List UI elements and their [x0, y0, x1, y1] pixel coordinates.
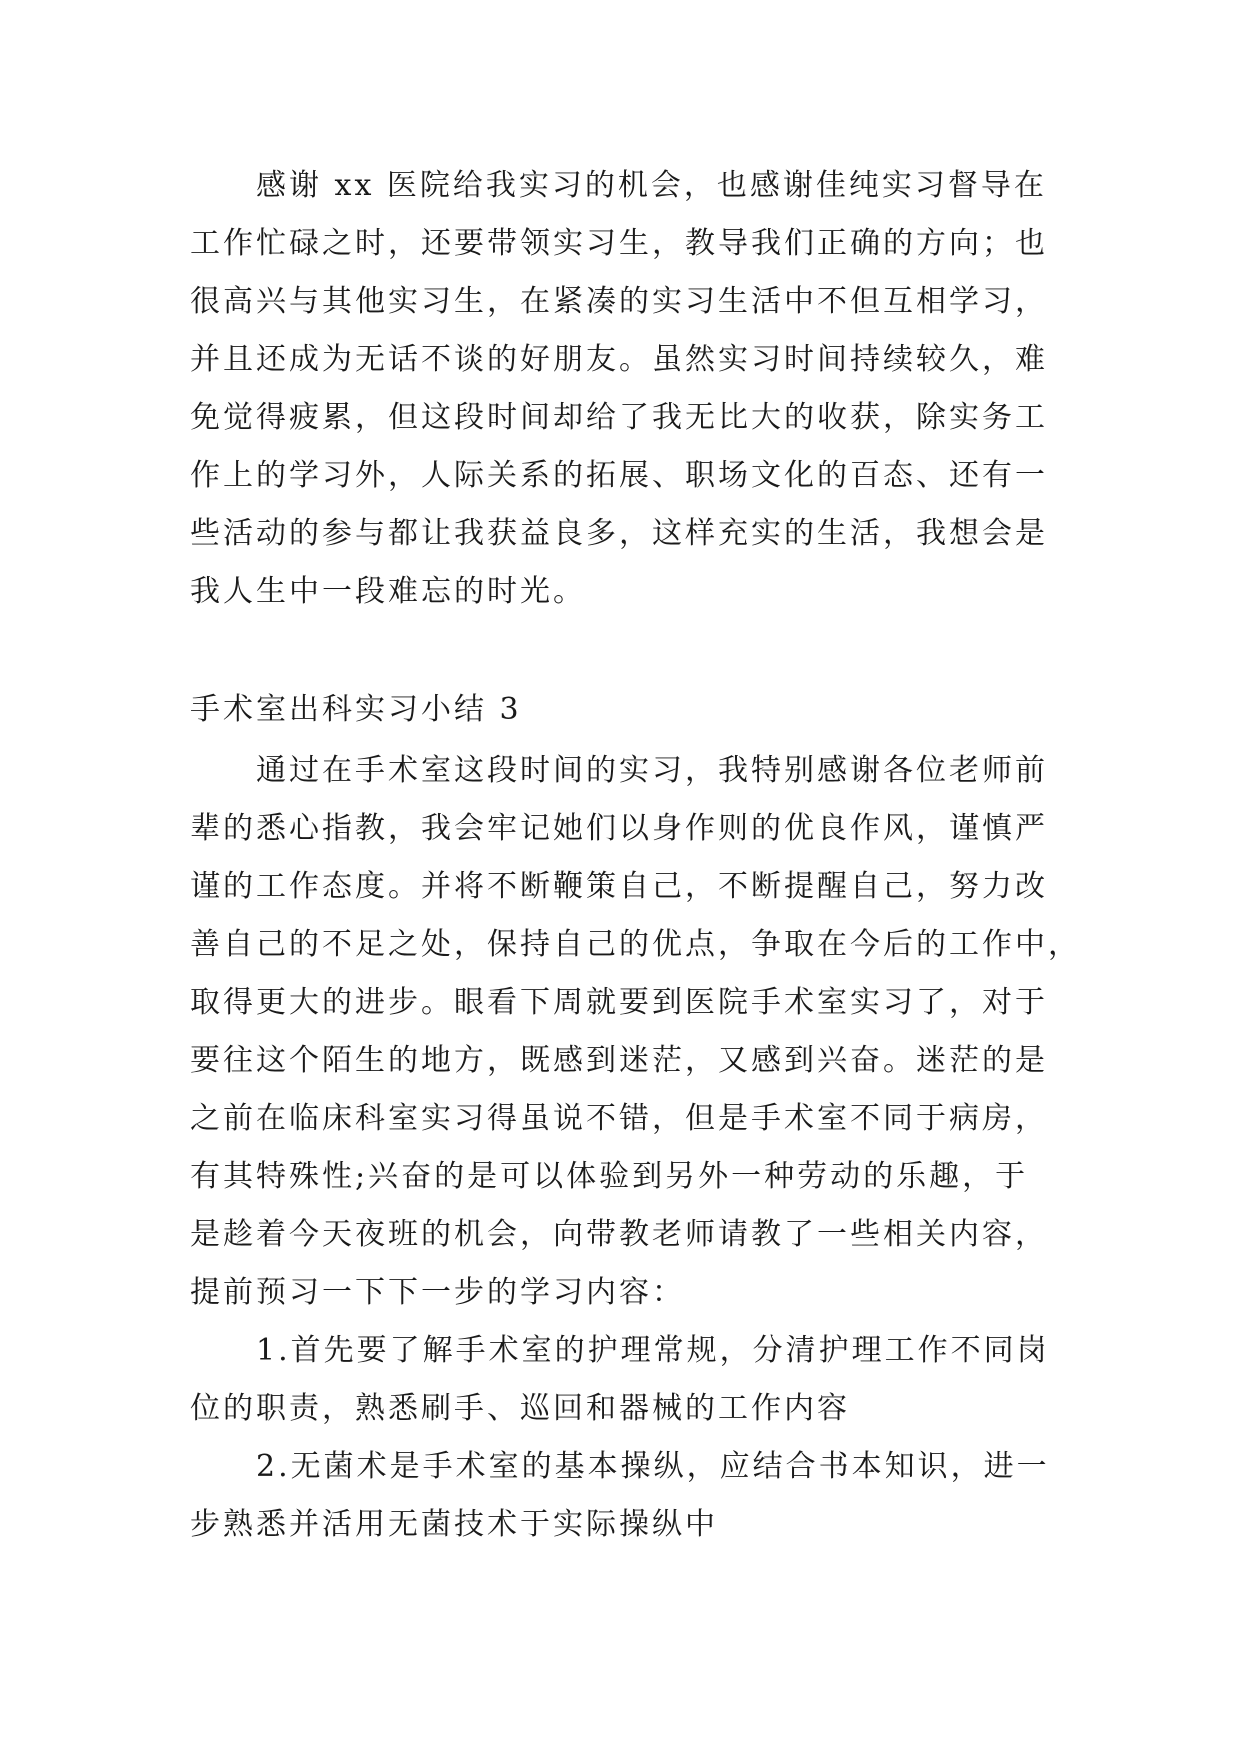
list-item-2-line-1: 2.无菌术是手术室的基本操纵，应结合书本知识，进一 — [256, 1449, 1050, 1484]
paragraph-2-line-6: 要往这个陌生的地方，既感到迷茫，又感到兴奋。迷茫的是 — [190, 1043, 1048, 1078]
paragraph-1-line-4: 并且还成为无话不谈的好朋友。虽然实习时间持续较久，难 — [190, 342, 1048, 377]
list-item-2-line-2: 步熟悉并活用无菌技术于实际操纵中 — [190, 1507, 718, 1542]
list-item-1-line-1: 1.首先要了解手术室的护理常规，分清护理工作不同岗 — [256, 1333, 1050, 1368]
paragraph-2-line-9: 是趁着今天夜班的机会，向带教老师请教了一些相关内容， — [190, 1217, 1048, 1252]
paragraph-1-line-1: 感谢 xx 医院给我实习的机会，也感谢佳纯实习督导在 — [256, 168, 1047, 203]
paragraph-1-line-8: 我人生中一段难忘的时光。 — [190, 574, 586, 609]
paragraph-2-line-3: 谨的工作态度。并将不断鞭策自己，不断提醒自己，努力改 — [190, 869, 1048, 904]
paragraph-1-line-5: 免觉得疲累，但这段时间却给了我无比大的收获，除实务工 — [190, 400, 1048, 435]
paragraph-2-line-1: 通过在手术室这段时间的实习，我特别感谢各位老师前 — [256, 753, 1048, 788]
paragraph-2-line-8: 有其特殊性;兴奋的是可以体验到另外一种劳动的乐趣，于 — [190, 1159, 1029, 1194]
paragraph-2-line-7: 之前在临床科室实习得虽说不错，但是手术室不同于病房， — [190, 1101, 1048, 1136]
paragraph-1-line-3: 很高兴与其他实习生，在紧凑的实习生活中不但互相学习， — [190, 284, 1048, 319]
list-item-1-line-2: 位的职责，熟悉刷手、巡回和器械的工作内容 — [190, 1391, 850, 1426]
paragraph-2-line-10: 提前预习一下下一步的学习内容： — [190, 1275, 685, 1310]
paragraph-2-line-5: 取得更大的进步。眼看下周就要到医院手术室实习了，对于 — [190, 985, 1048, 1020]
paragraph-2-line-4: 善自己的不足之处，保持自己的优点，争取在今后的工作中， — [190, 927, 1081, 962]
paragraph-1-line-6: 作上的学习外，人际关系的拓展、职场文化的百态、还有一 — [190, 458, 1048, 493]
paragraph-1-line-2: 工作忙碌之时，还要带领实习生，教导我们正确的方向；也 — [190, 226, 1048, 261]
paragraph-1-line-7: 些活动的参与都让我获益良多，这样充实的生活，我想会是 — [190, 516, 1048, 551]
paragraph-2-line-2: 辈的悉心指教，我会牢记她们以身作则的优良作风，谨慎严 — [190, 811, 1048, 846]
section-heading: 手术室出科实习小结 3 — [190, 692, 522, 727]
